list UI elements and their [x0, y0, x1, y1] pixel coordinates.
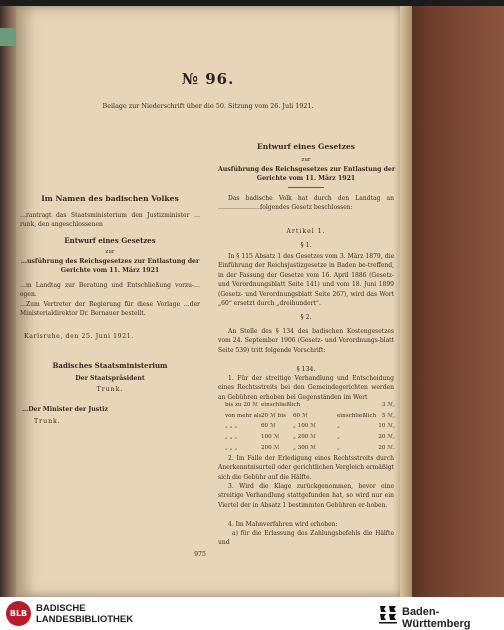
library-name-line-1: BADISCHE [36, 603, 86, 614]
fee-table-cell: 10 ℳ, [378, 423, 395, 430]
draft-desc-2: Gerichte vom 11. März 1921 [256, 175, 356, 182]
artikel-heading: Artikel 1. [286, 228, 326, 235]
fee-table-cell: bis zu 20 ℳ [225, 402, 259, 408]
fee-table-cell: „ „ „ [225, 423, 238, 430]
left-minister-name: Trunk. [34, 418, 61, 425]
library-name-line-2: LANDESBIBLIOTHEK [36, 614, 134, 625]
section-134-p2: 2. Im Falle der Erledigung eines Rechtsstreits durch Anerkenntnisurteil oder gerichtlichen Vergleich ermäßigt sich die Gebühr auf die Hälfte. [218, 455, 394, 481]
section-134-p4: 4. Im Mahnverfahren wird erhoben: [228, 521, 338, 528]
fee-table-cell: 60 ℳ [261, 423, 276, 430]
fee-table-cell: von mehr als [225, 412, 262, 419]
left-body-1: …m Landtag zur Beratung und Entschließung vorzu-…egen. [20, 282, 200, 299]
fee-table-cell: 3 ℳ, [381, 402, 395, 408]
fee-table-cell: „ [337, 423, 340, 430]
page-number: 975 [194, 551, 206, 558]
fee-table-row [225, 434, 395, 445]
left-place-date: Karlsruhe, den 25. Juni 1921. [24, 333, 134, 340]
fee-table [225, 402, 395, 455]
document-number: № 96. [181, 70, 235, 88]
state-name[interactable]: Baden-Württemberg [402, 606, 471, 630]
fee-table-cell: 20 ℳ, [378, 434, 395, 441]
fee-table-cell: 100 ℳ [261, 434, 280, 441]
left-draft-desc-1: …usführung des Reichsgesetzes zur Entlastung der [20, 258, 200, 265]
fee-table-cell: „ „ „ [225, 434, 238, 441]
left-minister-title: …Der Minister der Justiz [22, 406, 108, 413]
left-draft-desc-2: Gerichte vom 11. März 1921 [60, 267, 160, 274]
document-subtitle: Beilage zur Niederschrift über die 50. Sitzung vom 26. Juli 1921. [102, 102, 314, 110]
section-134-p1: 1. Für der streitige Verhandlung und Entscheidung eines Rechtsstreits bei den Gemeindegerichten werden an Gebühren erhoben bei Gegenständen im Wert [218, 375, 394, 401]
section-134-p4a: a) für die Erlassung des Zahlungsbefehls die Hälfte und [218, 530, 394, 547]
preamble: Das badische Volk hat durch den Landtag an …………………folgendes Gesetz beschlossen: [218, 195, 394, 212]
fee-table-cell: „ [337, 434, 340, 441]
draft-desc-1: Ausführung des Reichsgesetzes zur Entlastung der [218, 166, 396, 173]
fee-table-row [225, 402, 395, 413]
blb-logo-icon[interactable]: BLB [6, 601, 31, 626]
fee-table-cell: „ „ „ [225, 444, 238, 451]
fee-table-cell: „ 100 ℳ [293, 423, 317, 430]
library-name[interactable] [36, 603, 133, 625]
section-2-text: An Stelle des § 134 des badischen Kostengesetzes vom 24. September 1906 (Gesetz- und Verordnungs-blatt Seite 539) tritt folgende Vorschrift: [218, 328, 394, 354]
footer-bar [0, 597, 504, 630]
fee-table-cell: „ [337, 444, 340, 451]
fee-table-cell: einschließlich [337, 412, 377, 419]
fee-table-cell: einschließlich [261, 402, 301, 408]
section-134-heading: § 134. [296, 366, 316, 373]
section-1-text: In § 115 Absatz 1 des Gesetzes vom 3. März 1879, die Einführung der Reichsjustizgesetze in Baden be-treffend, in der Fassung der Gesetze vom 16. April 1886 (Gesetz- und Verordnungsblatt Seite 141) und vom 18. Juni 1899 (Gesetz- und Verordnungsblatt Seite 267), wird das Wort „60“ ersetzt durch „dreihundert“. [218, 253, 394, 308]
left-ministry: Badisches Staatsministerium [52, 361, 168, 370]
divider [288, 187, 324, 188]
left-body-2: …Zum Vertreter der Regierung für diese Vorlage …der Ministerialdirektor Dr. Bernauer bestellt. [20, 301, 200, 318]
fee-table-cell: 20 ℳ. [378, 444, 395, 451]
left-intro: …rantragt das Staatsministerium den Justizminister …runk, den angeschlossenen [20, 212, 200, 229]
draft-zur: zur [301, 157, 311, 163]
fee-table-cell: 5 ℳ, [381, 412, 395, 419]
left-draft-title: Entwurf eines Gesetzes [64, 236, 156, 245]
section-2-heading: § 2. [300, 314, 312, 321]
left-draft-zur: zur [105, 249, 115, 255]
scanned-page [16, 6, 400, 597]
fee-table-cell: „ 300 ℳ [293, 444, 317, 451]
fee-table-cell: 20 ℳ bis [261, 412, 286, 419]
book-right-edge [400, 6, 504, 597]
section-1-heading: § 1. [300, 242, 312, 249]
left-heading: Im Namen des badischen Volkes [41, 194, 179, 203]
left-president-name: Trunk. [96, 386, 124, 393]
baden-wuerttemberg-lions-icon [378, 603, 398, 624]
section-134-p3: 3. Wird die Klage zurückgenommen, bevor eine streitige Verhandlung stattgefunden hat, so wird nur ein Viertel der in Absatz 1 bestimmten Gebühren er-hoben. [218, 483, 394, 509]
fee-table-cell: 60 ℳ [293, 412, 308, 419]
left-president-title: Der Staatspräsident [75, 375, 145, 382]
fee-table-row [225, 423, 395, 434]
fee-table-cell: 200 ℳ [261, 444, 280, 451]
fee-table-cell: „ 200 ℳ [293, 434, 317, 441]
fee-table-row [225, 413, 395, 424]
draft-title: Entwurf eines Gesetzes [257, 142, 355, 151]
